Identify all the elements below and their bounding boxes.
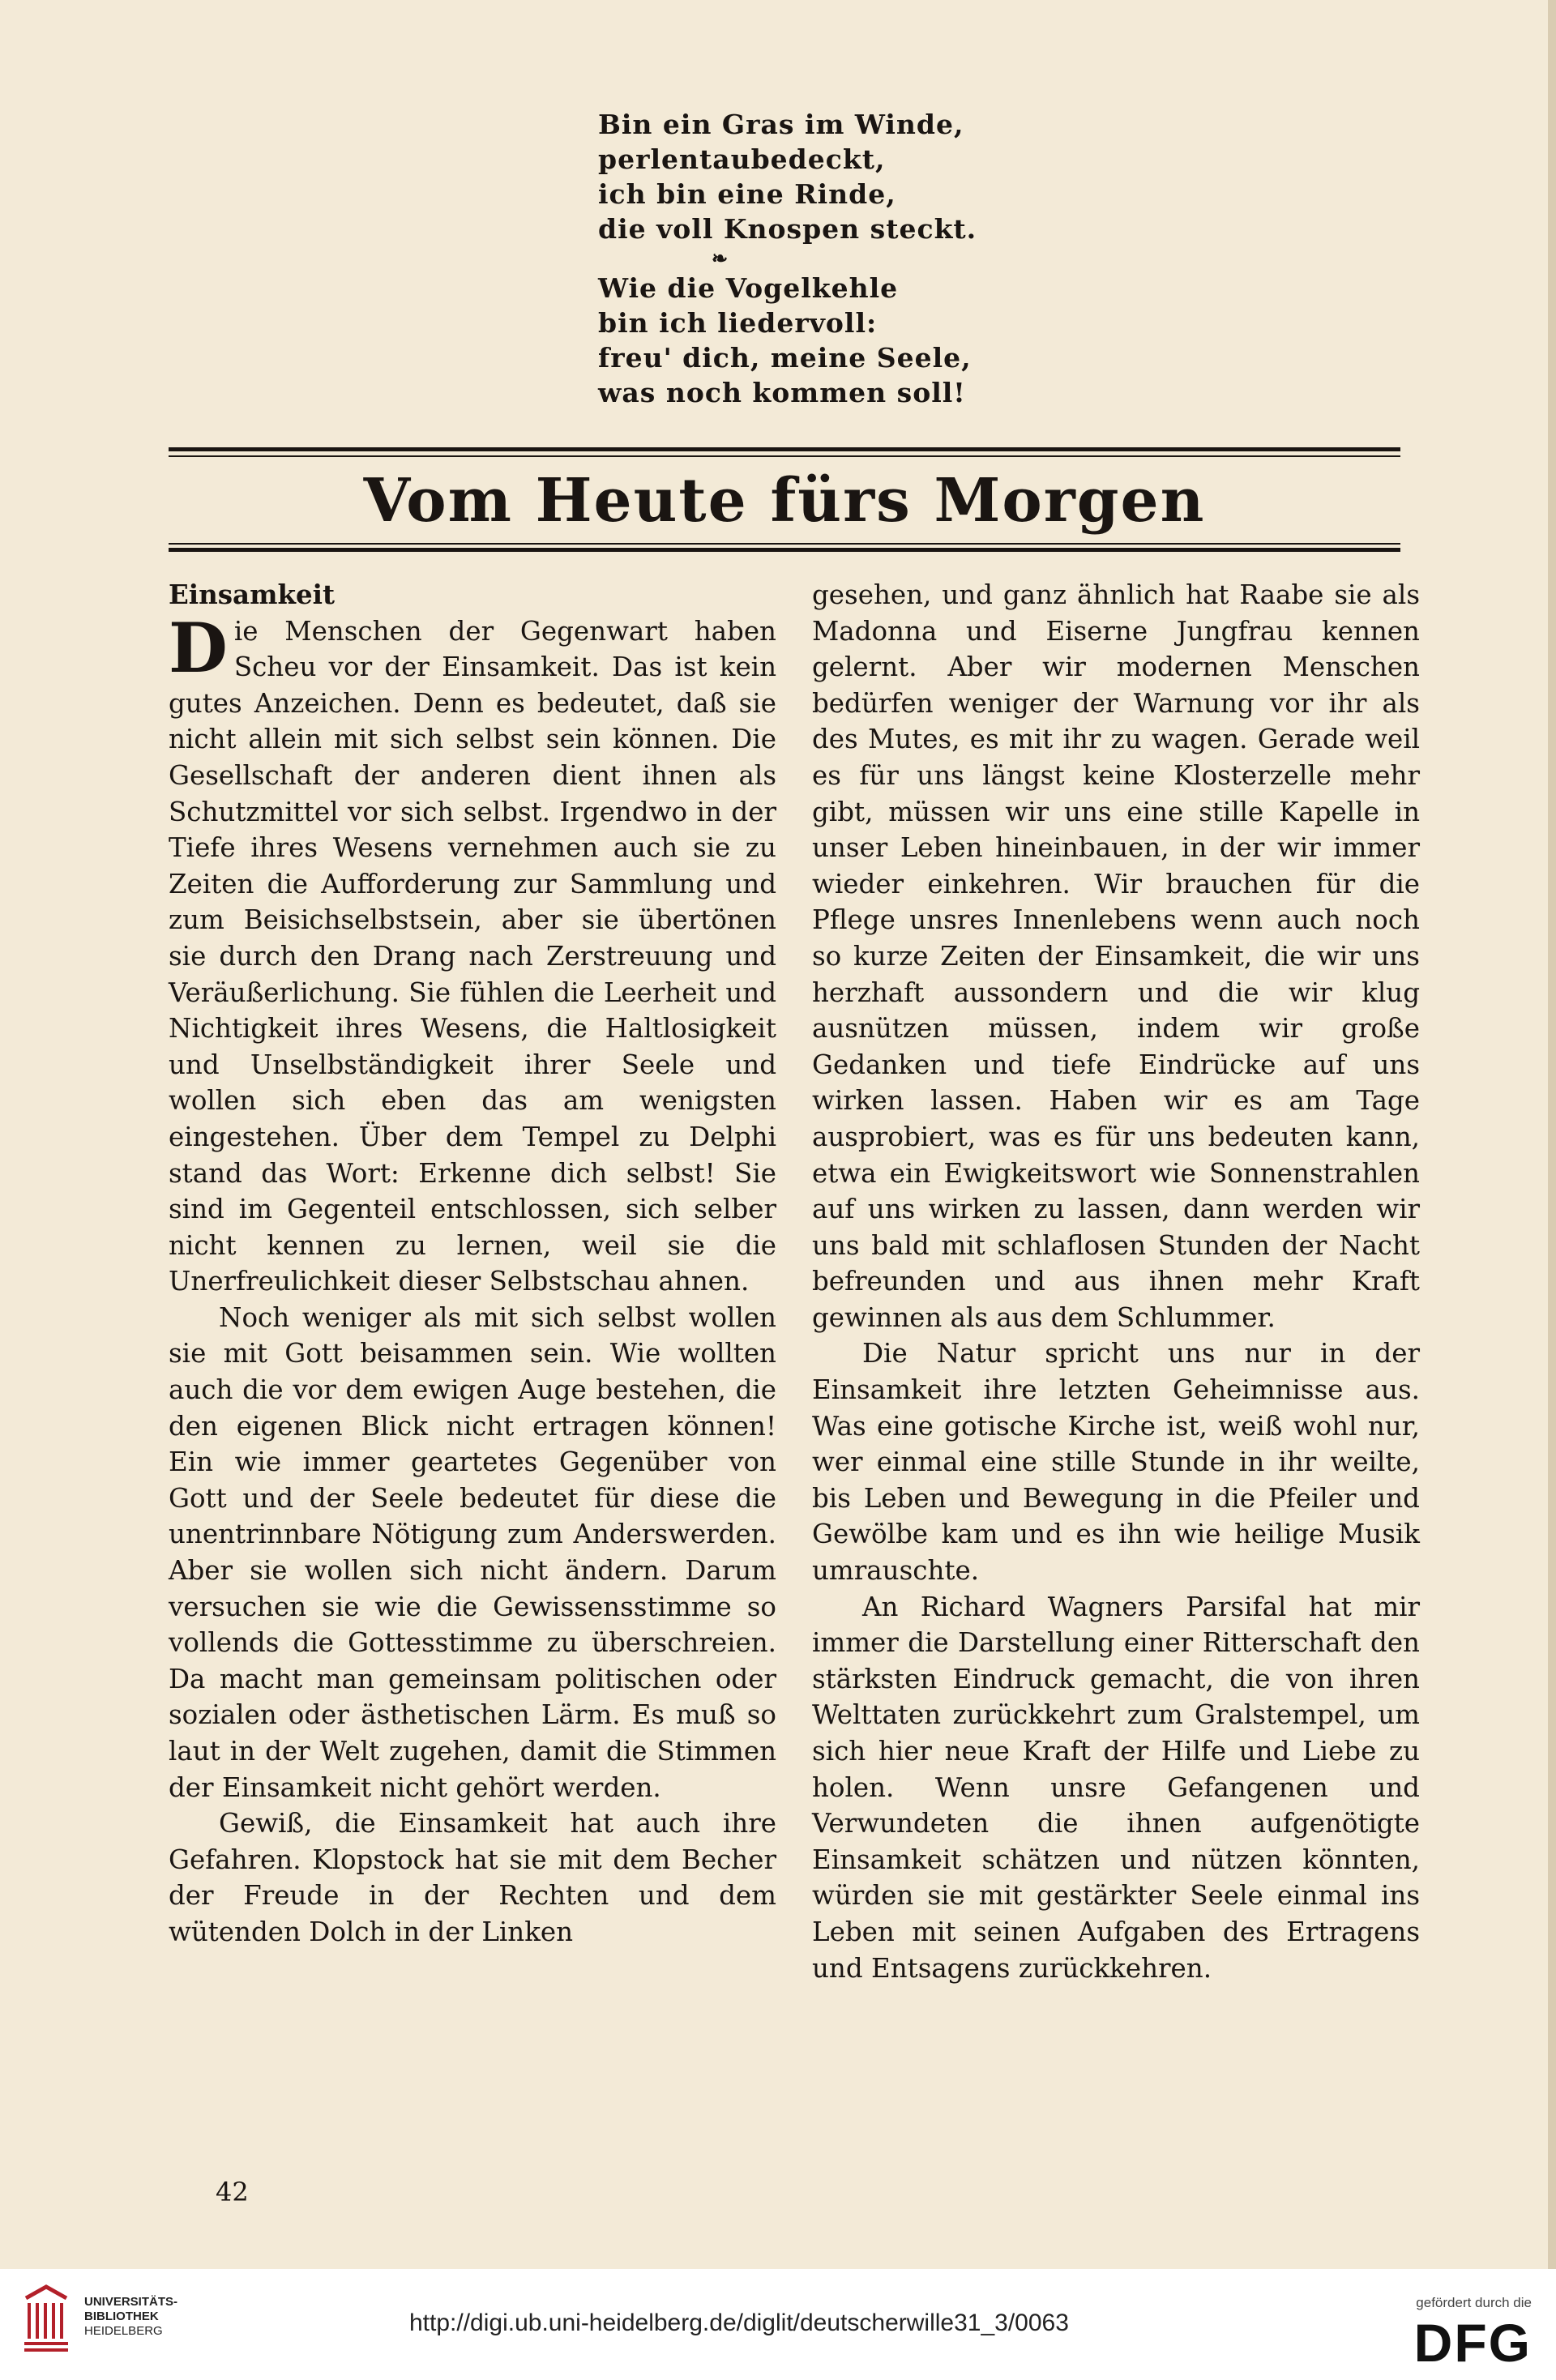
ornament-icon: ❧ <box>712 246 729 270</box>
article-column-right <box>812 577 1420 1986</box>
university-library-logo-icon <box>18 2282 75 2355</box>
page-number: 42 <box>216 2177 249 2207</box>
poem-line: perlentaubedeckt, <box>598 143 886 175</box>
page-edge-shadow <box>1548 0 1556 2269</box>
drop-cap: D <box>169 607 228 688</box>
headline-rule-bottom-thin <box>169 543 1400 545</box>
poem-line: Wie die Vogelkehle <box>598 272 899 304</box>
section-title: Einsamkeit <box>169 579 336 610</box>
poem-line: Bin ein Gras im Winde, <box>598 109 964 140</box>
page-headline: Vom Heute fürs Morgen <box>363 466 1206 536</box>
poem-line: die voll Knospen steckt. <box>598 213 977 245</box>
viewer-footer <box>0 2269 1556 2380</box>
article-column-left <box>169 577 776 1951</box>
article-paragraph <box>169 607 776 1300</box>
poem-stanza-2 <box>598 271 1165 410</box>
article-paragraph: An Richard Wagners Parsifal hat mir immer die Darstellung einer Ritterschaft den stärksten Eindruck gemacht, die von ihren Welttaten zurückkehrt zum Gralstempel, um sich hier neue Kraft der Hilfe und Liebe zu holen. Wenn unsre Gefangenen und Verwundeten die ihnen aufgenötigte Einsamkeit schätzen und nützen könnten, würden sie mit gestärkter Seele einmal ins Leben mit seinen Aufgaben des Ertragens und Entsagens zurückkehren. <box>812 1591 1420 1984</box>
poem-stanza-1 <box>598 107 1165 246</box>
poem-line: freu' dich, meine Seele, <box>598 342 972 374</box>
library-name-line: BIBLIOTHEK <box>84 2309 159 2323</box>
poem-line: bin ich liedervoll: <box>598 307 878 339</box>
poem-line: ich bin eine Rinde, <box>598 178 896 210</box>
paragraph-text: ie Menschen der Gegenwart haben Scheu vor der Einsamkeit. Das ist kein gutes Anzeichen. Denn es bedeutet, daß sie nicht allein mit sich selbst sein können. Die Gesellschaft der anderen dient ihnen als Schutzmittel vor sich selbst. Irgendwo in der Tiefe ihres Wesens vernehmen auch sie zu Zeiten die Aufforderung zur Sammlung und zum Beisichselbstsein, aber sie übertönen sie durch den Drang nach Zerstreuung und Veräußerlichung. Sie fühlen die Leerheit und Nichtigkeit ihres Wesens, die Haltlosigkeit und Unselbständigkeit ihrer Seele und wollen sich eben das am wenigsten eingestehen. Über dem Tempel zu Delphi stand das Wort: Erkenne dich selbst! Sie sind im Gegenteil entschlossen, sich selber nicht kennen zu lernen, weil sie die Unerfreulichkeit dieser Selbstschau ahnen. <box>169 615 776 1297</box>
poem-line: was noch kommen soll! <box>598 377 966 408</box>
library-name-line: UNIVERSITÄTS- <box>84 2295 178 2309</box>
digitization-url-link[interactable]: http://digi.ub.uni-heidelberg.de/diglit/deutscherwille31_3/0063 <box>409 2309 1069 2336</box>
headline-rule-bottom-thick <box>169 548 1400 552</box>
headline-rule-top-thick <box>169 447 1400 451</box>
sponsor-text: gefördert durch die <box>1416 2295 1532 2310</box>
article-paragraph: Noch weniger als mit sich selbst wollen sie mit Gott beisammen sein. Wie wollten auch die vor dem ewigen Auge bestehen, die den eigenen Blick nicht ertragen können! Ein wie immer geartetes Gegenüber von Gott und der Seele bedeutet für diese die unentrinnbare Nötigung zum Anderswerden. Aber sie wollen sich nicht ändern. Darum versuchen sie wie die Gewissensstimme so vollends die Gottesstimme zu überschreien. Da macht man gemeinsam politischen oder sozialen oder ästhetischen Lärm. Es muß so laut in der Welt zugehen, damit die Stimmen der Einsamkeit nicht gehört werden. <box>169 1301 776 1803</box>
article-paragraph: Die Natur spricht uns nur in der Einsamkeit ihre letzten Geheimnisse aus. Was eine gotische Kirche ist, weiß wohl nur, wer einmal eine stille Stunde in ihr weilte, bis Leben und Bewegung in die Pfeiler und Gewölbe kam und es ihn wie heilige Musik umrauschte. <box>812 1338 1420 1587</box>
poem <box>598 107 1165 410</box>
library-name-line: HEIDELBERG <box>84 2324 163 2338</box>
article-paragraph: Gewiß, die Einsamkeit hat auch ihre Gefahren. Klopstock hat sie mit dem Becher der Freude in der Rechten und dem wütenden Dolch in der Linken <box>169 1808 776 1947</box>
university-library-name <box>84 2295 177 2339</box>
headline-rule-top-thin <box>169 455 1400 457</box>
dfg-logo: DFG <box>1413 2313 1532 2373</box>
article-paragraph: gesehen, und ganz ähnlich hat Raabe sie als Madonna und Eiserne Jungfrau kennen gelernt. Aber wir modernen Menschen bedürfen weniger der Warnung vor ihr als des Mutes, es mit ihr zu wagen. Gerade weil es für uns längst keine Klosterzelle mehr gibt, müssen wir uns eine stille Kapelle in unser Leben hineinbauen, in der wir immer wieder einkehren. Wir brauchen für die Pflege unsres Innenlebens wenn auch noch so kurze Zeiten der Einsamkeit, die wir uns herzhaft aussondern und die wir klug ausnützen müssen, indem wir große Gedanken und tiefe Eindrücke auf uns wirken lassen. Haben wir es am Tage ausprobiert, was es für uns bedeuten kann, etwa ein Ewigkeitswort wie Sonnenstrahlen auf uns wirken zu lassen, dann werden wir uns bald mit schlaflosen Stunden der Nacht befreunden und aus ihnen mehr Kraft gewinnen als aus dem Schlummer. <box>812 579 1420 1333</box>
